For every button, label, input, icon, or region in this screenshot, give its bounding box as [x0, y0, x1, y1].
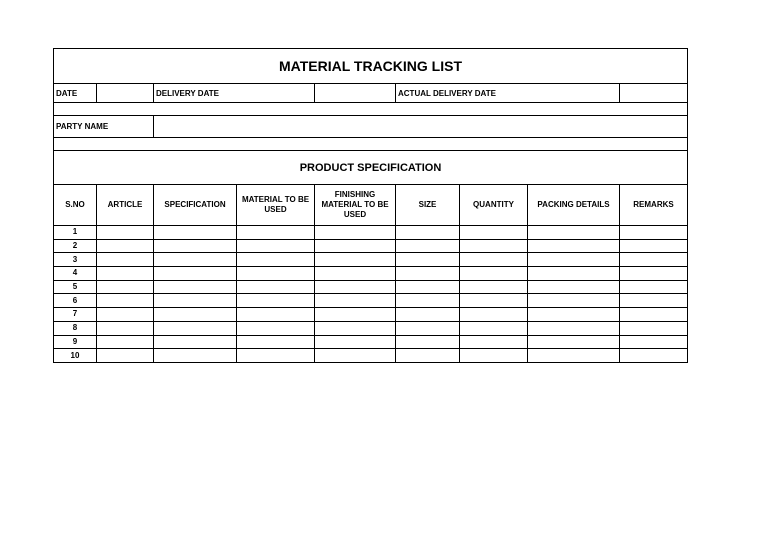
row-number: 7 [54, 308, 97, 322]
cell-remarks[interactable] [620, 321, 688, 335]
cell-quantity[interactable] [460, 321, 528, 335]
row-number: 10 [54, 349, 97, 363]
delivery-date-field[interactable] [315, 84, 396, 103]
table-row [54, 349, 688, 363]
cell-remarks[interactable] [620, 308, 688, 322]
cell-finishing-material[interactable] [315, 267, 396, 281]
cell-remarks[interactable] [620, 226, 688, 240]
cell-material[interactable] [237, 349, 315, 363]
table-row [54, 308, 688, 322]
cell-size[interactable] [396, 280, 460, 294]
cell-specification[interactable] [154, 294, 237, 308]
cell-finishing-material[interactable] [315, 239, 396, 253]
spacer-row [54, 138, 688, 151]
cell-material[interactable] [237, 321, 315, 335]
actual-delivery-date-field[interactable] [620, 84, 688, 103]
row-number: 4 [54, 267, 97, 281]
spacer-row [54, 103, 688, 116]
cell-specification[interactable] [154, 226, 237, 240]
table-row [54, 321, 688, 335]
cell-specification[interactable] [154, 335, 237, 349]
material-tracking-sheet [53, 48, 687, 363]
row-number: 1 [54, 226, 97, 240]
cell-quantity[interactable] [460, 226, 528, 240]
cell-specification[interactable] [154, 239, 237, 253]
cell-specification[interactable] [154, 253, 237, 267]
cell-article[interactable] [97, 267, 154, 281]
cell-article[interactable] [97, 226, 154, 240]
table-row [54, 294, 688, 308]
date-label: DATE [54, 84, 97, 103]
cell-quantity[interactable] [460, 280, 528, 294]
cell-finishing-material[interactable] [315, 253, 396, 267]
material-tracking-table [53, 48, 688, 363]
cell-finishing-material[interactable] [315, 335, 396, 349]
row-number: 3 [54, 253, 97, 267]
column-header-remarks: REMARKS [620, 185, 688, 226]
actual-delivery-date-label: ACTUAL DELIVERY DATE [396, 84, 620, 103]
column-header-packing-details: PACKING DETAILS [528, 185, 620, 226]
cell-finishing-material[interactable] [315, 349, 396, 363]
table-row [54, 253, 688, 267]
cell-article[interactable] [97, 253, 154, 267]
cell-material[interactable] [237, 267, 315, 281]
cell-article[interactable] [97, 239, 154, 253]
cell-size[interactable] [396, 226, 460, 240]
cell-packing-details[interactable] [528, 239, 620, 253]
cell-article[interactable] [97, 321, 154, 335]
cell-remarks[interactable] [620, 280, 688, 294]
column-header-finishing-material: FINISHING MATERIAL TO BE USED [315, 185, 396, 226]
cell-packing-details[interactable] [528, 349, 620, 363]
row-number: 9 [54, 335, 97, 349]
cell-material[interactable] [237, 294, 315, 308]
cell-quantity[interactable] [460, 308, 528, 322]
row-number: 8 [54, 321, 97, 335]
cell-packing-details[interactable] [528, 280, 620, 294]
cell-remarks[interactable] [620, 294, 688, 308]
row-number: 2 [54, 239, 97, 253]
cell-material[interactable] [237, 226, 315, 240]
cell-material[interactable] [237, 335, 315, 349]
cell-packing-details[interactable] [528, 294, 620, 308]
cell-quantity[interactable] [460, 253, 528, 267]
table-row [54, 335, 688, 349]
delivery-date-label: DELIVERY DATE [154, 84, 315, 103]
cell-article[interactable] [97, 335, 154, 349]
form-title: MATERIAL TRACKING LIST [54, 49, 688, 84]
cell-packing-details[interactable] [528, 335, 620, 349]
party-name-field[interactable] [154, 116, 688, 138]
table-row [54, 226, 688, 240]
cell-quantity[interactable] [460, 267, 528, 281]
cell-finishing-material[interactable] [315, 308, 396, 322]
cell-finishing-material[interactable] [315, 226, 396, 240]
cell-quantity[interactable] [460, 294, 528, 308]
cell-size[interactable] [396, 239, 460, 253]
cell-specification[interactable] [154, 321, 237, 335]
cell-material[interactable] [237, 308, 315, 322]
cell-specification[interactable] [154, 280, 237, 294]
cell-article[interactable] [97, 280, 154, 294]
cell-material[interactable] [237, 280, 315, 294]
row-number: 5 [54, 280, 97, 294]
column-header-sno: S.NO [54, 185, 97, 226]
cell-size[interactable] [396, 335, 460, 349]
cell-remarks[interactable] [620, 267, 688, 281]
cell-packing-details[interactable] [528, 226, 620, 240]
cell-specification[interactable] [154, 267, 237, 281]
cell-material[interactable] [237, 239, 315, 253]
column-header-article: ARTICLE [97, 185, 154, 226]
table-row [54, 239, 688, 253]
table-row [54, 267, 688, 281]
cell-finishing-material[interactable] [315, 280, 396, 294]
date-field[interactable] [97, 84, 154, 103]
cell-specification[interactable] [154, 349, 237, 363]
cell-specification[interactable] [154, 308, 237, 322]
cell-packing-details[interactable] [528, 253, 620, 267]
cell-size[interactable] [396, 308, 460, 322]
cell-packing-details[interactable] [528, 321, 620, 335]
cell-remarks[interactable] [620, 253, 688, 267]
cell-size[interactable] [396, 349, 460, 363]
column-header-size: SIZE [396, 185, 460, 226]
column-header-quantity: QUANTITY [460, 185, 528, 226]
column-header-material: MATERIAL TO BE USED [237, 185, 315, 226]
cell-quantity[interactable] [460, 349, 528, 363]
cell-remarks[interactable] [620, 239, 688, 253]
cell-size[interactable] [396, 321, 460, 335]
product-rows [54, 226, 688, 363]
cell-material[interactable] [237, 253, 315, 267]
cell-size[interactable] [396, 267, 460, 281]
cell-size[interactable] [396, 294, 460, 308]
cell-finishing-material[interactable] [315, 321, 396, 335]
cell-remarks[interactable] [620, 349, 688, 363]
product-specification-heading: PRODUCT SPECIFICATION [54, 151, 688, 185]
cell-quantity[interactable] [460, 239, 528, 253]
column-header-specification: SPECIFICATION [154, 185, 237, 226]
cell-quantity[interactable] [460, 335, 528, 349]
cell-article[interactable] [97, 294, 154, 308]
cell-remarks[interactable] [620, 335, 688, 349]
row-number: 6 [54, 294, 97, 308]
cell-article[interactable] [97, 349, 154, 363]
cell-size[interactable] [396, 253, 460, 267]
cell-packing-details[interactable] [528, 308, 620, 322]
table-row [54, 280, 688, 294]
cell-article[interactable] [97, 308, 154, 322]
cell-packing-details[interactable] [528, 267, 620, 281]
party-name-label: PARTY NAME [54, 116, 154, 138]
cell-finishing-material[interactable] [315, 294, 396, 308]
